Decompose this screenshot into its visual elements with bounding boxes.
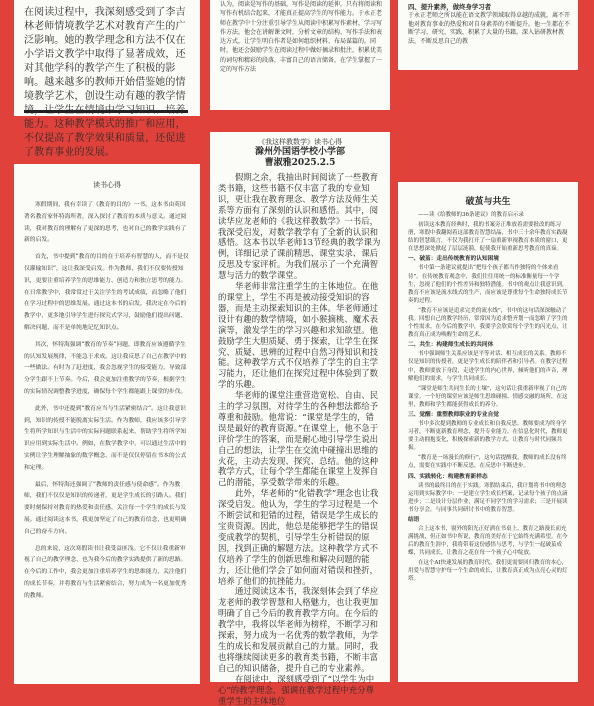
body-paragraph: 在阅读中，深刻感受到了“以学生为中心”的教学理念，强调在教学过程中充分尊重学生的主体地位	[218, 673, 375, 706]
body-paragraph: 读书的最终目的在于实践。寒假结束后，我计划将书中的理念运用到实际教学中：一是建立学生成长档案，记录每个孩子的点滴进步；二是设计分层作业，满足不同学生的学习需求；三是开展读书分享会，与同事共同研讨书中的教育智慧。	[408, 482, 568, 513]
body-paragraph: 其次，怀特海强调“教育的节奏”问题，即教育应该遵循学生的认知发展规律，不能急于求成。这让我反思了自己在教学中的一些做法。有时为了赶进度，我会忽视学生的接受能力，导致部分学生跟不上节奏。今后，我会更加注重教学的节奏，根据学生的实际情况调整教学进度，确保每个学生都能跟上课堂的步伐。	[24, 341, 187, 395]
body-paragraph: 书中第一条建议就提出“把每个孩子都当作独特的个体来看待”。在传统教育观念中，我们往往用统一的标准衡量每一个学生，忽视了他们的个性差异和独特潜能。书中的观点让我意识到，教育不应该是流水线式的生产，而应该是尊重每个生命独特成长节奏的过程。	[408, 265, 568, 304]
body-paragraph: 华老师的课堂注重营造宽松、自由、民主的学习氛围，对待学生的各种想法都给予尊重和鼓励。他常说：“课堂是学生的，错误是最好的教育资源。”在课堂上，他不急于评价学生的答案，而是耐心地引导学生说出自己的想法，让学生在交流中碰撞出思维的火花，主动去发现、探究、总结。他的这种教学方式，让每个学生都能在课堂上发挥自己的潜能，享受数学带来的乐趣。	[218, 390, 379, 488]
body-paragraph: 寒假期间，我有幸读了《教育的目的》一书。这本书由英国著名教育家怀特海所著，深入探讨了教育的本质与意义。通过阅读，我对教育的理解有了更深的思考，也对自己的教学实践有了新的启发。	[24, 202, 187, 244]
body-paragraph: “教育不应该是追求完美的流水线”，书中的这句话深深触动了我。回想自己的教学经历，常常因为追求整齐划一而忽略了学生的个性需求。在今后的教学中，我要学会欣赏每个学生的闪光点，让教育真正成为唤醒生命的艺术。	[408, 307, 568, 339]
section-heading: 四、实践转化：构建教育新样态	[408, 473, 488, 480]
essay-body	[408, 221, 568, 583]
school-name: 滁州外国语学校小学部	[254, 147, 345, 157]
author-date: 曹淑雅2025.2.5	[264, 158, 336, 168]
body-paragraph: “课堂是师生共同生长的土壤”，这句话让我重新审视了自己的课堂。一个好的课堂应该是师生思维碰撞、情感交融的场所，在这里，教师和学生都能获得成长的养分。	[408, 385, 568, 408]
body-paragraph: 此外，书中还提到“教育应当与生活紧密结合”。这让我意识到，知识的传授不能脱离实际生活。作为教师，我应该多引导学生将所学知识与生活中的实际问题联系起来，帮助学生将所学知识应用到实际生活中。例如，在数学教学中，可以通过生活中的实例让学生理解抽象的数学概念，而不是仅仅停留在书本的公式和定理。	[24, 405, 187, 471]
section-heading: 三、觉醒：重塑教师职业的专业自觉	[408, 411, 499, 418]
article-excerpt-top-middle	[210, 0, 390, 110]
reading-notes-page-left	[14, 164, 200, 684]
body-paragraph: 在这个AI快速发展的教育时代，我们更需要回归教育的本心，用爱与智慧守护每一个生命的成长，让教育真正成为点亮心灵的灯塔。	[408, 560, 568, 583]
excerpt-paragraph: 认为，阅读是写作的基础，写作是阅读的延伸，只有将阅读和写作有机结合起来，才能真正提高学生的写作能力。于永正老师在教学中十分注重引导学生从阅读中积累写作素材，学习写作方法。他会在讲解课文时，分析文章的结构、写作手法和表达方式，让学生明白作者是如何组织材料、布局谋篇的。同时，他还会鼓励学生在阅读过程中做好摘录和批注，积累优美的词句和精彩的段落，丰富自己的语言储备，在学生掌握了一定的写作方法	[220, 1, 383, 74]
excerpt-paragraph: 于永正老师之所以能在语文教学领域取得卓越的成就，离不开他对教育事业的热爱和对自身素养的不断提升。他一生都在不断学习、研究、实践，积累了大量的书籍，深入钻研教材教法，不断反思自己的教	[408, 12, 571, 45]
body-paragraph: 最后，怀特海还强调了“教师的责任感与使命感”。作为教师，我们不仅仅是知识的传递者，更是学生成长的引路人。我们要时刻保持对教育的热爱和责任感，关注每一个学生的成长与发展。通过阅读这本书，我更加坚定了自己的教育信念，也更明确自己的奋斗方向。	[24, 481, 187, 535]
essay-subtitle: ——读《给教师的36条建议》的教育启示录	[418, 212, 524, 218]
body-paragraph: 书中强调师生关系应该是平等对话、相互成长的关系。教师不仅是知识的传授者，更是学生成长的陪伴者和引导者。在教学过程中，教师要放下身段，走进学生的内心世界，倾听他们的声音，理解他们的需求，与学生共同成长。	[408, 351, 568, 382]
body-paragraph: 总的来说，这次寒假读书让我受益匪浅。它不仅让我重新审视了自己的教学理念，也为我今后的教学实践提供了新的思路。在今后的工作中，我会更加注重培养学生的思维能力，关注他们的成长节奏，并将教育与生活紧密结合，努力成为一名更加优秀的教师。	[24, 545, 187, 599]
body-paragraph: 此外，华老师的“化错教学”理念也让我深受启发。他认为，学生的学习过程是一个不断尝试和犯错的过程，错误是学生成长的宝贵资源。因此，他总是能够把学生的错误变成教学的契机，引导学生分析错误的原因，找到正确的解题方法。这种教学方式不仅培养了学生的创新思维和解决问题的能力，还让他们学会了如何面对错误和挫折，培养了他们的抗挫能力。	[218, 488, 379, 586]
body-paragraph: 初读这本教育经典时，我的书案旁正堆放着需要批改的练习册，寒假中我翻阅着这部教育智慧结晶，书中三十余年教育实践凝结的智慧箴言，不仅为我打开了一扇重新审视教育本质的窗口，更在思想深处掀起了层层涟漪，促使我开始重新思考教育的真谛。	[408, 222, 568, 253]
section-heading: 二、共生：构建师生成长的共同体	[408, 342, 494, 349]
article-excerpt-top-left	[14, 0, 200, 158]
article-excerpt-top-right	[398, 0, 578, 70]
body-paragraph: 华老师非常注重学生的主体地位。在他的课堂上，学生不再是被动接受知识的容器，而是主动探索知识的主体。华老师通过设计有趣的数学情境，如小猴摘桃、魔术表演等，激发学生的学习兴趣和求知欲望。他鼓励学生大胆质疑、勇于探索，让学生在探究、质疑、思辨的过程中自然习得知识和技能。这种教学方式不仅培养了学生的自主学习能力，还让他们在探究过程中体验到了数学的乐趣。	[218, 281, 379, 390]
section-heading: 结语	[408, 516, 420, 523]
body-paragraph: “教育是一场漫长的修行”，这句话提醒我，教师的成长没有终点，需要在实践中不断反思，在反思中不断进步。	[408, 455, 567, 470]
essay-title: 《我这样教数学》读书心得	[258, 138, 342, 146]
body-paragraph: 通过阅读这本书，我深刻体会到了华应龙老师的教学智慧和人格魅力，也让我更加明确了自己今后的教育教学方向。在今后的教学中，我将以华老师为榜样，不断学习和探索，努力成为一名优秀的数学教师，为学生的成长和发展贡献自己的力量。同时，我也将继续阅读更多的教育类书籍，不断丰富自己的知识储备，提升自己的专业素养。	[218, 586, 379, 673]
text-divider	[24, 110, 188, 113]
reading-notes-page-center	[210, 132, 390, 706]
section-heading: 四、提升素养，做终身学习者	[408, 3, 492, 11]
body-paragraph: 书中多次提到教师的专业成长和自我反思。教师要成为终身学习者，不断更新教育理念，提升专业能力。在信息化时代，教师更要主动拥抱变化，积极探索新的教学方式，让教育与时代同频共振。	[408, 420, 568, 452]
body-paragraph: 合上这本书，窗外的阳光正好洒在书桌上。教育之路漫长而充满挑战，但正如书中所说，教育的美好在于它始终充满希望。在今后的教育生涯中，我将带着这份感悟与思考，与学生一起破茧成蝶，共同成长，让教育之花在每一个孩子心中绽放。	[408, 525, 568, 557]
section-heading: 一、破茧：走出传统教育的认知困境	[408, 256, 499, 263]
page-title: 读书心得	[93, 181, 121, 189]
body-paragraph: 假期之余，我抽出时间阅读了一些教育类书籍，这些书籍不仅丰富了我的专业知识，更让我在教育理念、教学方法及师生关系等方面有了深刻的认识和感悟。其中，阅读华应龙老师的《我这样教数学》一书后，我深受启发，对数学教学有了全新的认识和感悟。这本书以华老师13节经典的教学课为例，详细记录了课前精思、课堂实录、课后反思及专家评析。为我们展示了一个充满智慧与活力的数学课堂。	[218, 172, 381, 281]
essay-title: 破茧与共生	[465, 197, 511, 207]
body-paragraph: 首先，书中提到“教育的目的在于培养有智慧的人，而不是仅仅灌输知识”，这让我深受启发。作为教师，我们不仅要传授知识，更要注重培养学生的思维能力、创造力和独立思考的能力。在日常教学中，我常常过于关注学生的考试成绩，而忽略了他们在学习过程中的思维发展。通过这本书的启发，我决定在今后的教学中，更多地引导学生进行探究式学习，鼓励他们提出问题、解决问题，而不是单纯地记忆知识点。	[24, 254, 189, 331]
reading-notes-page-right	[398, 182, 578, 682]
excerpt-paragraph: 在阅读过程中，我深刻感受到了李吉林老师情境教学艺术对教育产生的广泛影响。她的教学理念和方法不仅在小学语文教学中取得了显著成效，还对其他学科的教学产生了积极的影响。越来越多的教师开始借鉴她的情境教学艺术，创设生动有趣的教学情 能力。这种教学模式的推广和应用，不仅提高了教学效果和质量，还促进了教育事业的发展。	[24, 7, 186, 158]
